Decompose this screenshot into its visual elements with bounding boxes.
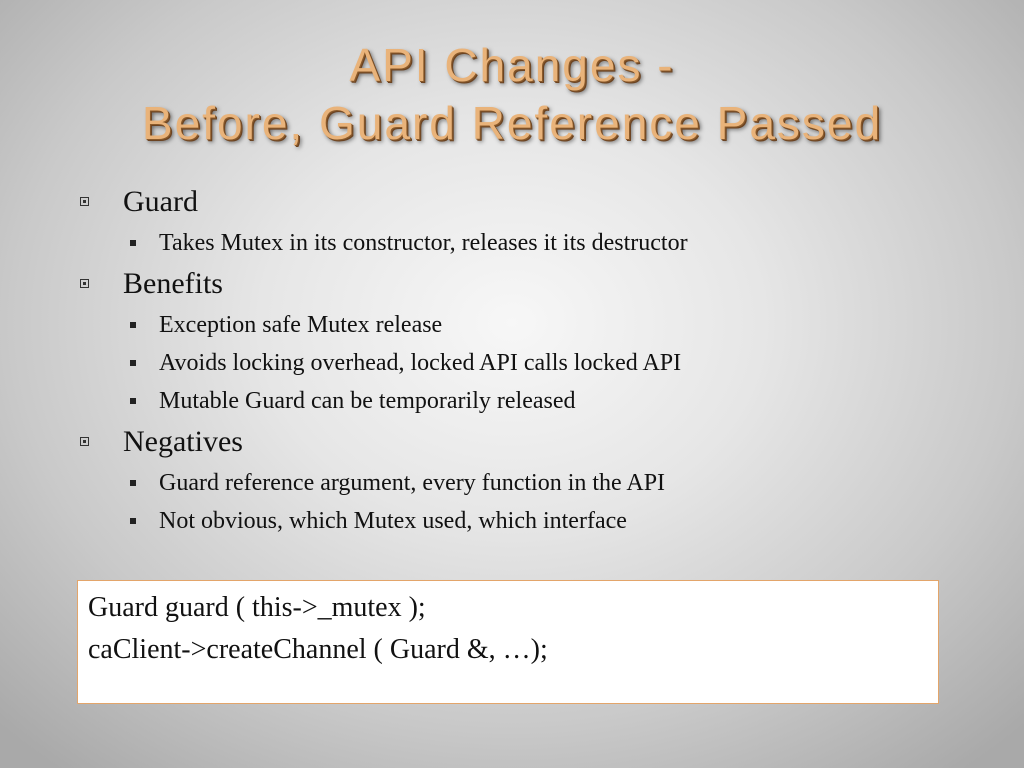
sub-bullet-text: Guard reference argument, every function in the API	[159, 470, 666, 496]
sub-bullet	[80, 464, 980, 502]
code-line: caClient->createChannel ( Guard &, …);	[88, 634, 548, 665]
bullet-label: Negatives	[123, 425, 243, 458]
bullet-guard	[80, 180, 980, 224]
small-square-bullet-icon	[130, 322, 136, 328]
small-square-bullet-icon	[130, 398, 136, 404]
sub-bullet	[80, 502, 980, 540]
bullet-benefits	[80, 262, 980, 306]
sub-bullet-text: Not obvious, which Mutex used, which interface	[159, 508, 627, 534]
sub-bullet	[80, 382, 980, 420]
slide-title-line-1: API Changes -	[349, 39, 675, 91]
bullet-negatives	[80, 420, 980, 464]
code-example-box	[77, 580, 939, 704]
code-line: Guard guard ( this->_mutex );	[88, 592, 426, 623]
sub-bullet	[80, 306, 980, 344]
sub-bullet-text: Takes Mutex in its constructor, releases it its destructor	[159, 230, 688, 256]
square-bullet-icon	[80, 279, 89, 288]
bullet-label: Benefits	[123, 267, 223, 300]
bullet-label: Guard	[123, 185, 198, 218]
slide-title-line-2: Before, Guard Reference Passed	[141, 97, 883, 149]
small-square-bullet-icon	[130, 360, 136, 366]
sub-bullet-text: Exception safe Mutex release	[159, 312, 443, 338]
square-bullet-icon	[80, 197, 89, 206]
bullet-list	[80, 180, 980, 540]
small-square-bullet-icon	[130, 518, 136, 524]
slide-title	[0, 36, 1024, 152]
sub-bullet	[80, 344, 980, 382]
sub-bullet-text: Mutable Guard can be temporarily released	[159, 388, 576, 414]
small-square-bullet-icon	[130, 240, 136, 246]
small-square-bullet-icon	[130, 480, 136, 486]
sub-bullet-text: Avoids locking overhead, locked API calls locked API	[159, 350, 682, 376]
square-bullet-icon	[80, 437, 89, 446]
sub-bullet	[80, 224, 980, 262]
